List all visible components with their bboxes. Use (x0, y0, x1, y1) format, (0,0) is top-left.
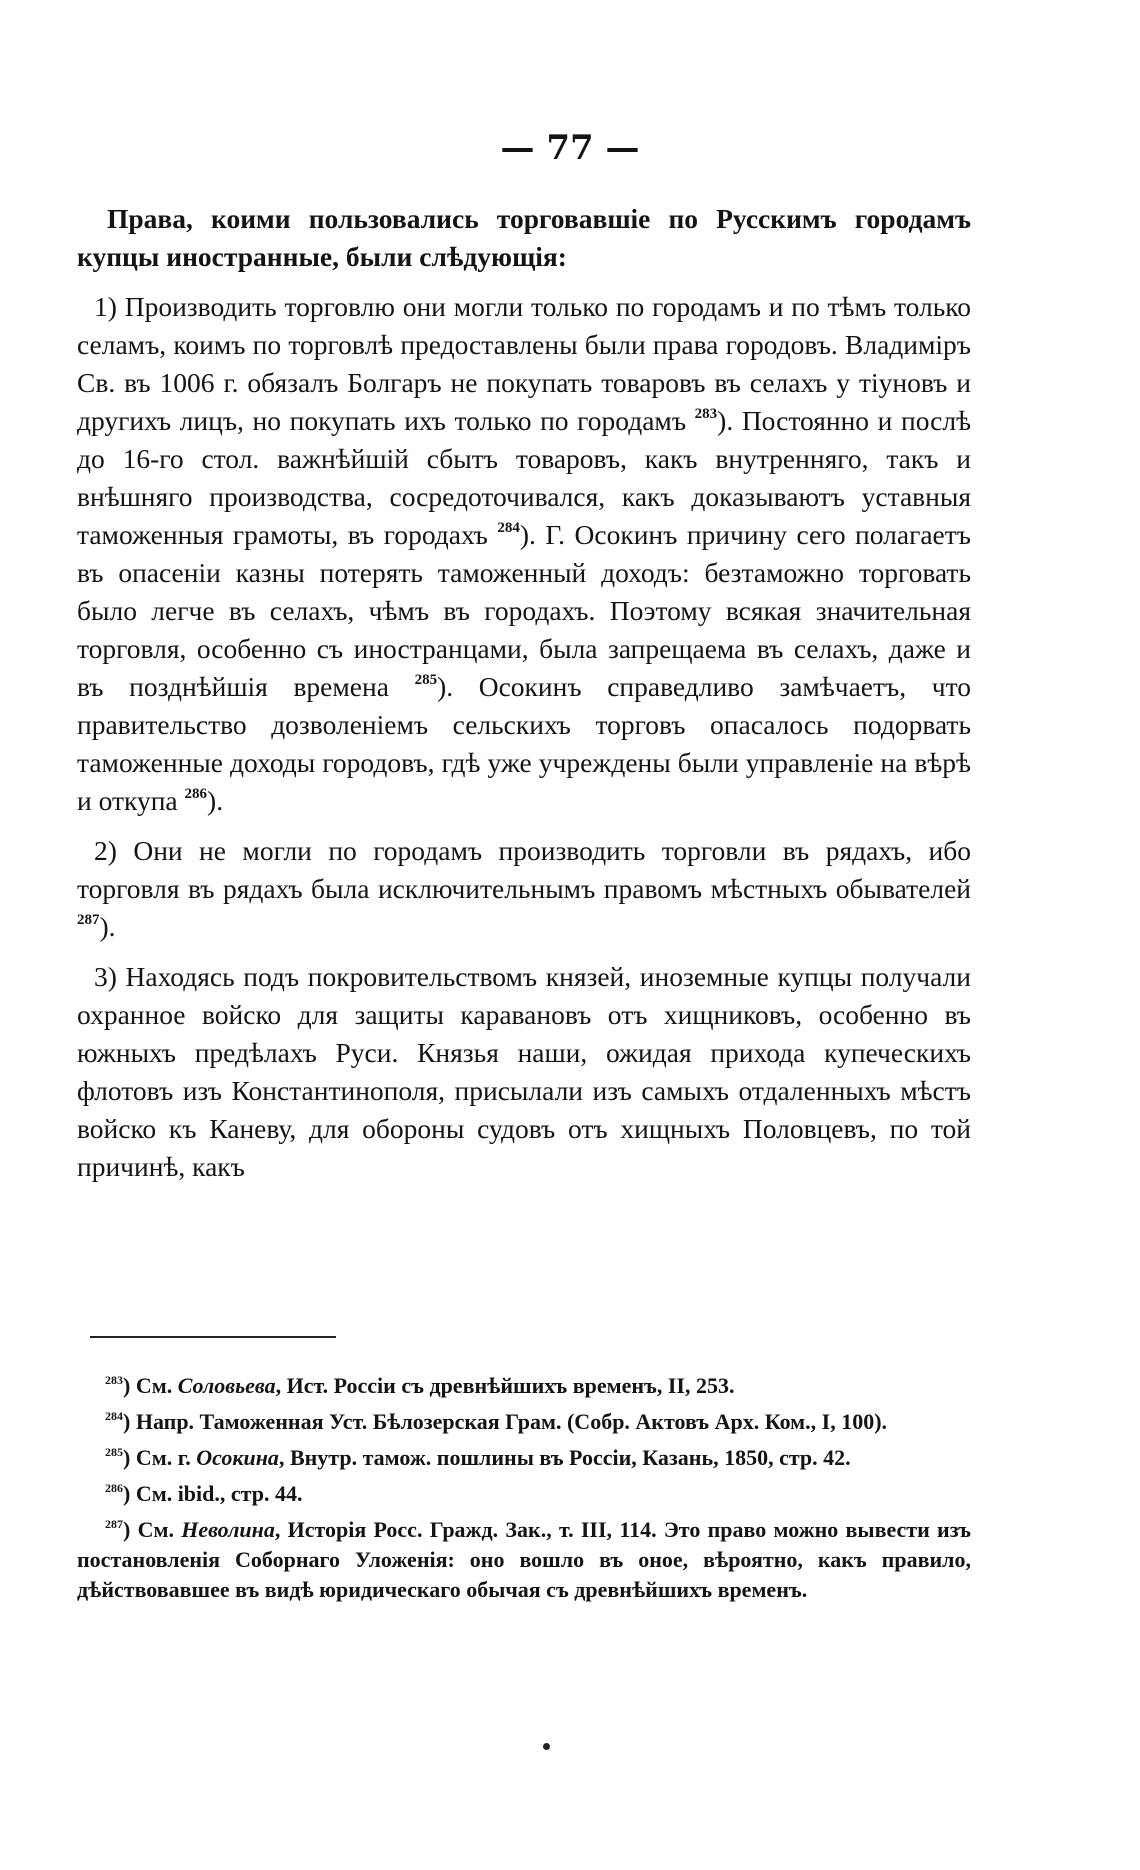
footnote-text: ) См. г. (123, 1445, 197, 1470)
footnote-number: 283 (105, 1373, 123, 1387)
footnote (77, 1443, 971, 1473)
footnote-ref-287: 287 (77, 912, 100, 928)
paragraph-2-text-b: ). (99, 911, 116, 942)
footnote-text: ) См. ibid., стр. 44. (123, 1481, 303, 1506)
paragraph-1-text-b: ). Постоянно и послѣ до 16-го стол. важнѣйшій сбытъ товаровъ, какъ внутренняго, такъ и внѣшняго производства, сосредоточивался, какъ доказываютъ уставныя таможенныя грамоты, въ городахъ (77, 405, 971, 550)
paragraph-1-text-a: 1) Производить торговлю они могли только по городамъ и по тѣмъ только селамъ, коимъ по торговлѣ предоставлены были права городовъ. Владиміръ Св. въ 1006 г. обязалъ Болгаръ не покупать товаровъ въ селахъ у тіуновъ и другихъ лицъ, но покупать ихъ только по городамъ (77, 291, 971, 436)
body-text (77, 200, 971, 1198)
footnote-ref-285: 285 (414, 672, 438, 688)
footnote-number: 285 (105, 1445, 123, 1459)
print-speck (543, 1743, 550, 1750)
footnote-text: , Ист. Россіи съ древнѣйшихъ временъ, II, 253. (275, 1373, 735, 1398)
footnote-text: ) Напр. Таможенная Уст. Бѣлозерская Грам. (Собр. Актовъ Арх. Ком., I, 100). (123, 1409, 888, 1434)
footnote (77, 1479, 971, 1509)
footnote (77, 1407, 971, 1437)
footnote-number: 284 (105, 1409, 123, 1423)
footnote-ref-286: 286 (184, 786, 208, 802)
footnote-number: 286 (105, 1481, 123, 1495)
paragraph-1-text-d: ). Осокинъ справедливо замѣчаетъ, что правительство дозволеніемъ сельскихъ торговъ опасалось подорвать таможенные доходы городовъ, гдѣ уже учреждены были управленіе на вѣрѣ и откупа (77, 671, 971, 816)
footnote-author: Осокина (196, 1445, 279, 1470)
footnote-author: Неволина (181, 1517, 275, 1542)
footnote-divider (90, 1336, 336, 1338)
paragraph-2 (77, 832, 971, 946)
footnote-text: ) См. (123, 1373, 178, 1398)
paragraph-1 (77, 288, 971, 820)
footnote-ref-283: 283 (694, 406, 718, 422)
footnote-ref-284: 284 (497, 520, 520, 536)
footnote (77, 1515, 971, 1605)
paragraph-2-text-a: 2) Они не могли по городамъ производить торговли въ рядахъ, ибо торговля въ рядахъ была исключительнымъ правомъ мѣстныхъ обывателей (77, 835, 971, 904)
footnote (77, 1371, 971, 1401)
paragraph-1-text-e: ). (207, 785, 224, 816)
footnote-number: 287 (105, 1517, 123, 1531)
footnote-text: ) См. (123, 1517, 182, 1542)
page-number: — 77 — (500, 128, 640, 168)
footnote-text: , Исторія Росс. Гражд. Зак., т. III, 114. Это право можно вывести изъ постановленія Соборнаго Уложенія: оно вошло въ оное, вѣроятно, какъ правило, дѣйствовавшее въ видѣ юридическаго обычая съ древнѣйшихъ временъ. (77, 1517, 971, 1602)
intro-paragraph: Права, коими пользовались торговавшіе по Русскимъ городамъ купцы иностранные, были слѣдующія: (77, 203, 971, 272)
footnote-text: , Внутр. тамож. пошлины въ Россіи, Казань, 1850, стр. 42. (278, 1445, 851, 1470)
footnote-author: Соловьева (177, 1373, 276, 1398)
paragraph-3: 3) Находясь подъ покровительствомъ князей, иноземные купцы получали охранное войско для защиты каравановъ отъ хищниковъ, особенно въ южныхъ предѣлахъ Руси. Князья наши, ожидая прихода купеческихъ флотовъ изъ Константинополя, присылали изъ самыхъ отдаленныхъ мѣстъ войско къ Каневу, для обороны судовъ отъ хищныхъ Половцевъ, по той причинѣ, какъ (77, 961, 971, 1182)
footnotes (77, 1371, 971, 1611)
paragraph-1-text-c: ). Г. Осокинъ причину сего полагаетъ въ опасеніи казны потерять таможенный доходъ: безтаможно торговать было легче въ селахъ, чѣмъ въ городахъ. Поэтому всякая значительная торговля, особенно съ иностранцами, была запрещаема въ селахъ, даже и въ позднѣйшія времена (77, 519, 971, 702)
